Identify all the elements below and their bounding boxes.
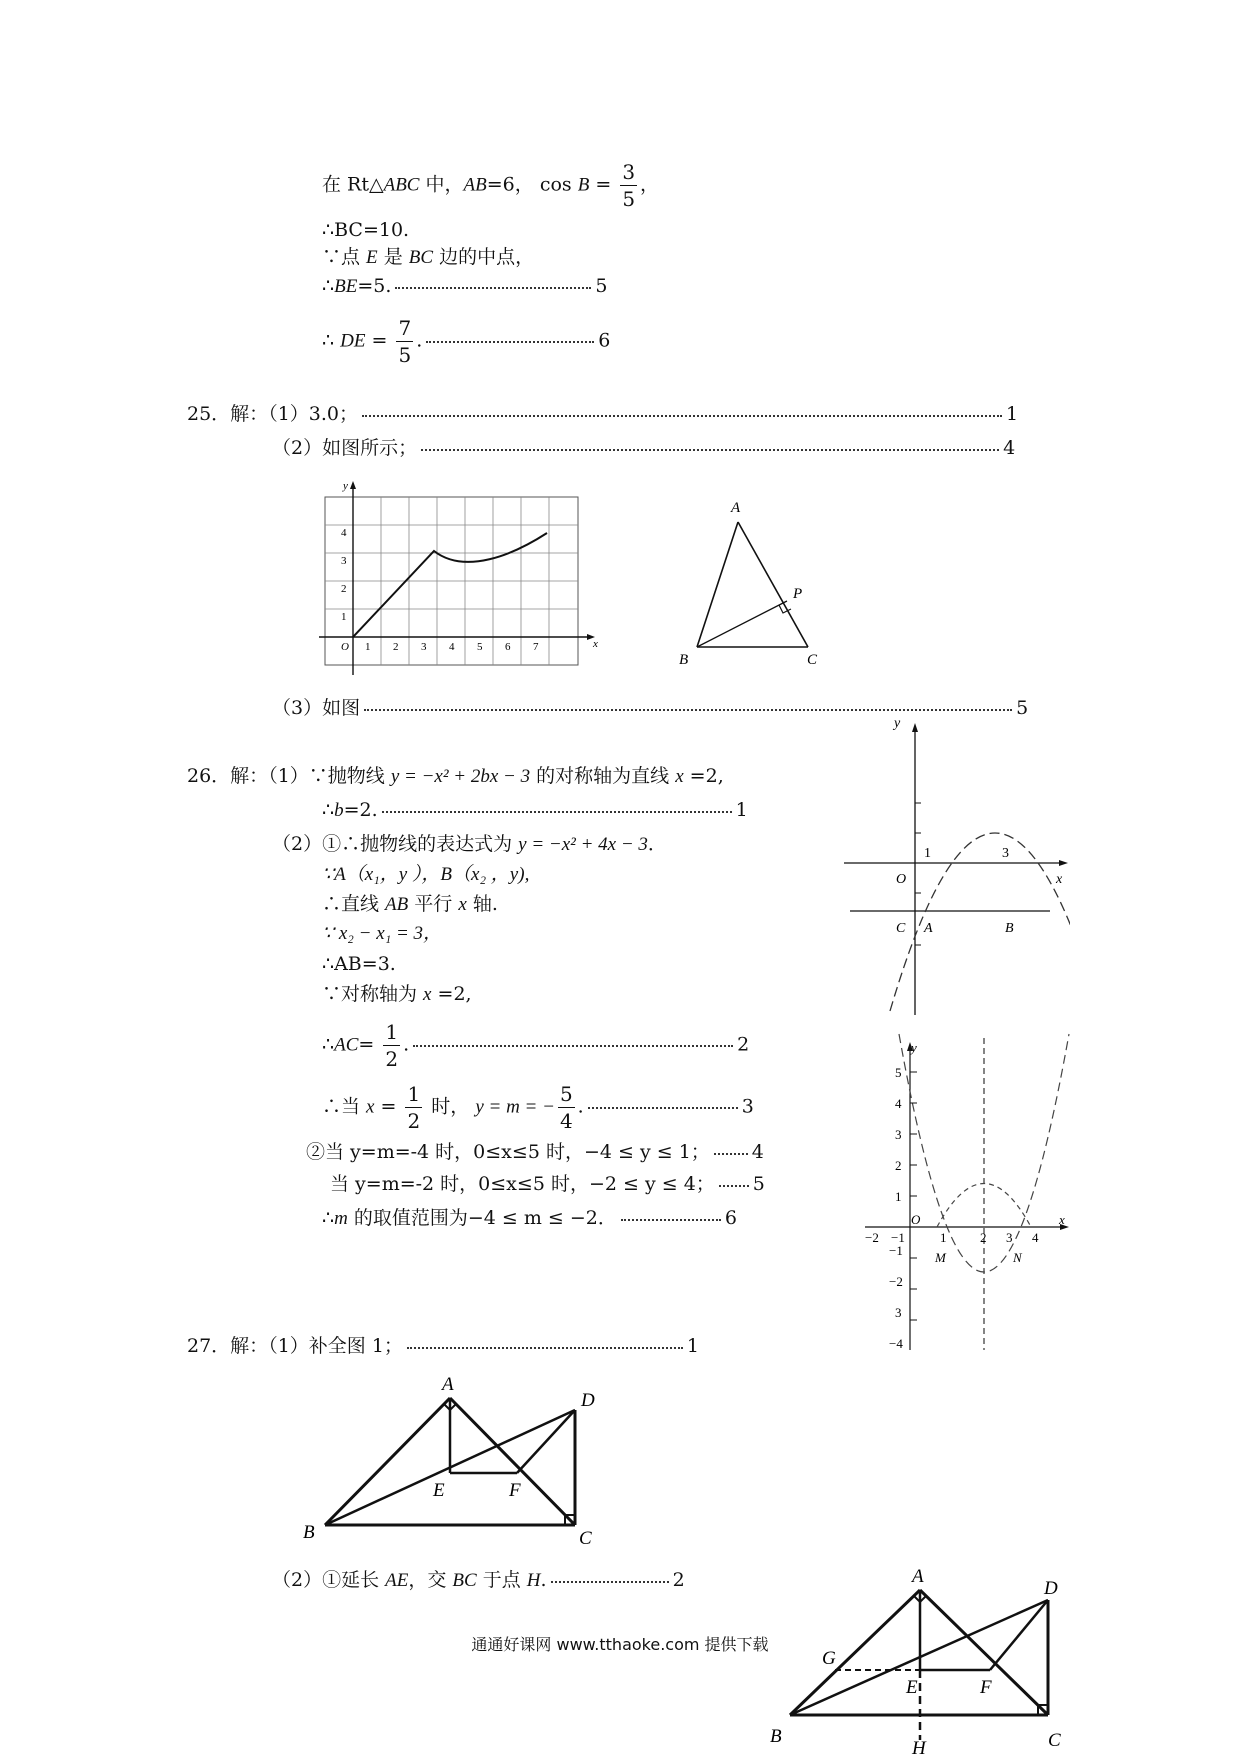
s26-line11: ②当 y=m=-4 时，0≤x≤5 时，−4 ≤ y ≤ 1； 4 (306, 1141, 764, 1163)
label-E: E (433, 1480, 445, 1501)
page-footer: 通通好课网 www.tthaoke.com 提供下载 (471, 1635, 769, 1654)
figure-27-2 (770, 1560, 1080, 1754)
s24-line2: ∴BC=10. (322, 219, 410, 241)
label-N: N (1013, 1250, 1022, 1265)
score: 1 (735, 799, 748, 821)
x-axis-label: x (1059, 1212, 1065, 1227)
y-tick: 4 (341, 527, 347, 539)
fraction: $\frac{3}{5}$ (622, 160, 636, 211)
score: 3 (741, 1095, 754, 1118)
graph-25 (315, 475, 605, 675)
text: AB (463, 174, 487, 196)
x-tick: 2 (980, 1230, 987, 1245)
x-axis-label: x (1056, 872, 1063, 887)
y-tick: −4 (889, 1336, 903, 1351)
label-C: C (579, 1528, 592, 1549)
score: 1 (686, 1335, 699, 1357)
origin-label: O (341, 641, 349, 653)
s27-line2: （2）①延长 AE，交 BC 于点 H. 2 (272, 1569, 685, 1591)
s26-line1: 26．解：（1）∵抛物线 y = −x² + 2bx − 3 的对称轴为直线 x =2, (187, 765, 724, 787)
fraction: $\frac{1}{2}$ (407, 1082, 421, 1133)
s24-line1: 在 Rt△ABC 中，AB=6， cos B = $\frac{3}{5}$ ， (322, 160, 660, 211)
x-tick: 4 (1032, 1230, 1039, 1245)
s26-line4: ∵A（x₁，y ），B（x₂ ，y), (322, 864, 530, 885)
label-F: F (980, 1677, 992, 1698)
label-D: D (581, 1390, 595, 1411)
y-tick: 2 (341, 583, 347, 595)
x-tick: 3 (1006, 1230, 1013, 1245)
label-A: A (924, 921, 933, 936)
tick-label-1: 1 (924, 846, 931, 861)
s26-line9: ∴AC= $\frac{1}{2}$ . 2 (322, 1020, 750, 1071)
s24-line5: ∴ DE = $\frac{7}{5}$ . 6 (322, 316, 611, 367)
y-tick: 5 (895, 1065, 902, 1080)
s25-line2: （2）如图所示； 4 (272, 437, 1016, 459)
s27-line1: 27．解：（1）补全图 1； 1 (187, 1335, 699, 1357)
label-C: C (1048, 1730, 1061, 1751)
text: cos (539, 173, 572, 196)
score: 6 (724, 1207, 737, 1229)
s24-line4: ∴BE=5. 5 (322, 275, 608, 297)
text: 中， (419, 173, 464, 196)
y-tick: 2 (895, 1158, 902, 1173)
origin-label: O (896, 872, 907, 887)
label-A: A (442, 1374, 454, 1395)
origin-label: O (911, 1212, 921, 1227)
label-G: G (822, 1648, 836, 1669)
label-B: B (1005, 921, 1014, 936)
label-C: C (807, 652, 818, 668)
x-tick: 1 (365, 641, 371, 653)
score: 2 (737, 1033, 750, 1056)
graph-26a (840, 715, 1070, 1020)
fraction: $\frac{1}{2}$ (385, 1020, 399, 1071)
label-B: B (303, 1522, 315, 1543)
s26-line10: ∴当 x = $\frac{1}{2}$ 时， y = m = − $\frac{5}{4}$ . 3 (322, 1082, 754, 1133)
s25-line1: 25．解：（1）3.0； 1 (187, 403, 1019, 425)
label-P: P (793, 586, 803, 602)
y-tick: 3 (895, 1127, 902, 1142)
label-A: A (731, 500, 741, 516)
score: 5 (1016, 697, 1029, 719)
label-C: C (896, 921, 906, 936)
y-tick: 3 (895, 1305, 902, 1320)
x-tick: 2 (393, 641, 399, 653)
x-tick: 1 (940, 1230, 947, 1245)
graph-26b (845, 1030, 1075, 1355)
label-F: F (509, 1480, 521, 1501)
label-E: E (906, 1677, 918, 1698)
score: 5 (595, 275, 608, 297)
score: 2 (672, 1569, 685, 1591)
x-axis-label: x (593, 638, 598, 650)
tick-label-3: 3 (1002, 846, 1009, 861)
s26-line3: （2）①∴抛物线的表达式为 y = −x² + 4x − 3． (272, 833, 667, 855)
x-tick: 4 (449, 641, 455, 653)
s24-line3: ∵点 E 是 BC 边的中点， (322, 246, 535, 268)
fraction: $\frac{7}{5}$ (398, 316, 412, 367)
y-tick: 1 (341, 611, 347, 623)
x-tick: 6 (505, 641, 511, 653)
y-tick: 4 (895, 1096, 902, 1111)
figure-27-1 (295, 1370, 615, 1555)
y-axis-label: y (343, 480, 348, 492)
text: ， (640, 173, 660, 196)
y-axis-label: y (911, 1040, 917, 1055)
s26-line13: ∴m 的取值范围为−4 ≤ m ≤ −2． 6 (322, 1207, 737, 1229)
s26-line5: ∴直线 AB 平行 x 轴. (322, 893, 498, 915)
s26-line6: ∵ x₂ − x₁ = 3， (322, 923, 443, 944)
label-A: A (912, 1566, 924, 1587)
s26-line8: ∵对称轴为 x =2, (322, 983, 472, 1005)
y-tick: 1 (895, 1189, 902, 1204)
y-tick: −2 (889, 1274, 903, 1289)
s25-line3: （3）如图 5 (272, 697, 1029, 719)
x-tick: 5 (477, 641, 483, 653)
text: 在 Rt△ (322, 173, 384, 196)
text: ABC (383, 174, 420, 196)
y-tick: −1 (889, 1243, 903, 1258)
y-axis-label: y (894, 716, 901, 731)
label-B: B (770, 1726, 782, 1747)
fraction: $\frac{5}{4}$ (559, 1082, 573, 1133)
label-B: B (679, 652, 689, 668)
label-M: M (935, 1250, 946, 1265)
label-D: D (1044, 1578, 1058, 1599)
x-tick: 7 (533, 641, 539, 653)
score: 6 (598, 329, 611, 352)
score: 5 (752, 1173, 765, 1195)
text: =6， (486, 173, 534, 196)
score: 1 (1006, 403, 1019, 425)
score: 4 (1003, 437, 1016, 459)
x-tick: −2 (865, 1230, 879, 1245)
text: B (577, 174, 590, 196)
x-tick: 3 (421, 641, 427, 653)
score: 4 (751, 1141, 764, 1163)
s26-line2: ∴b=2. 1 (322, 799, 748, 821)
s26-line12: 当 y=m=-2 时，0≤x≤5 时，−2 ≤ y ≤ 4； 5 (330, 1173, 765, 1195)
label-H: H (912, 1738, 926, 1754)
s26-line7: ∴AB=3. (322, 953, 396, 975)
y-tick: 3 (341, 555, 347, 567)
triangle-25 (675, 492, 835, 672)
x-tick: −1 (891, 1230, 905, 1245)
